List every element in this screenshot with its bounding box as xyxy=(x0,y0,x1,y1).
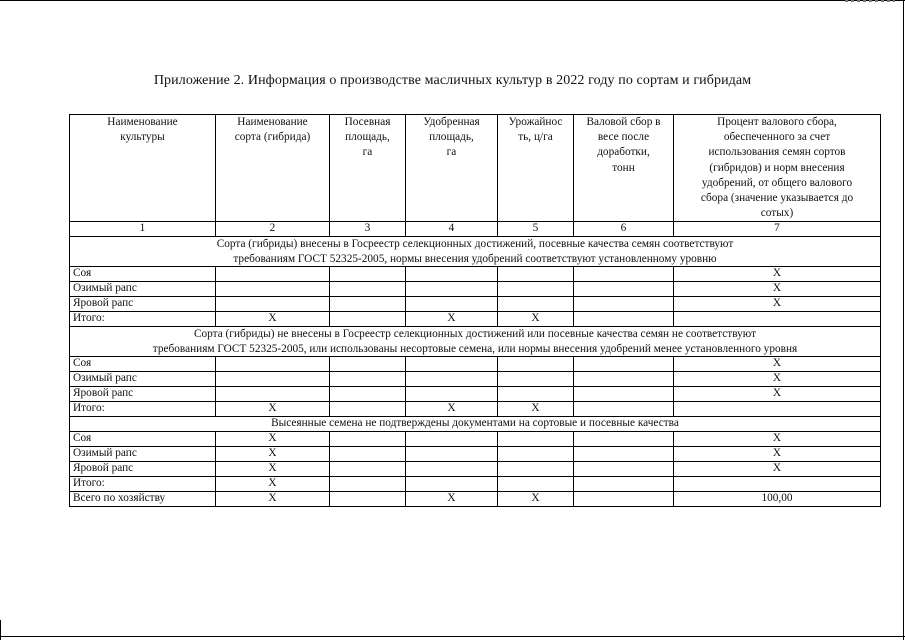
cell xyxy=(330,492,406,507)
header-culture: Наименование культуры xyxy=(70,115,216,222)
cell xyxy=(406,357,498,372)
cell-culture: Озимый рапс xyxy=(70,282,216,297)
scan-edge-right xyxy=(903,0,904,640)
cell: X xyxy=(674,447,881,462)
cell xyxy=(406,372,498,387)
header-row xyxy=(70,115,881,222)
cell xyxy=(574,432,674,447)
cell xyxy=(216,372,330,387)
cell-culture: Всего по хозяйству xyxy=(70,492,216,507)
cell-culture: Соя xyxy=(70,267,216,282)
cell: X xyxy=(216,312,330,327)
cell: X xyxy=(674,432,881,447)
cell: X xyxy=(498,312,574,327)
cell xyxy=(330,282,406,297)
table-row xyxy=(70,447,881,462)
cell: X xyxy=(216,402,330,417)
section-title-row xyxy=(70,327,881,357)
table-row xyxy=(70,357,881,372)
cell-culture: Яровой рапс xyxy=(70,297,216,312)
cell xyxy=(406,387,498,402)
cell: X xyxy=(406,402,498,417)
cell xyxy=(216,267,330,282)
table-row xyxy=(70,297,881,312)
scan-corner-mark xyxy=(845,0,895,2)
scan-edge-left xyxy=(0,620,1,640)
cell xyxy=(406,432,498,447)
cell xyxy=(574,402,674,417)
cell xyxy=(216,357,330,372)
header-variety: Наименование сорта (гибрида) xyxy=(216,115,330,222)
cell: X xyxy=(674,387,881,402)
cell xyxy=(574,312,674,327)
cell xyxy=(574,357,674,372)
table-row-subtotal xyxy=(70,402,881,417)
section-title: Высеянные семена не подтверждены документами на сортовые и посевные качества xyxy=(70,417,881,432)
cell xyxy=(216,297,330,312)
cell: X xyxy=(216,492,330,507)
cell xyxy=(498,477,574,492)
section-title: Сорта (гибриды) не внесены в Госреестр селекционных достижений или посевные качества семян не соответствуют требованиям ГОСТ 52325-2005, или использованы несортовые семена, или нормы внесения удобрений менее установленного уровня xyxy=(70,327,881,357)
table-row-subtotal xyxy=(70,312,881,327)
cell xyxy=(574,282,674,297)
scan-edge-bottom xyxy=(0,636,905,637)
cell xyxy=(330,312,406,327)
cell xyxy=(406,477,498,492)
cell-culture: Яровой рапс xyxy=(70,387,216,402)
column-number: 5 xyxy=(498,222,574,237)
cell xyxy=(498,357,574,372)
cell: X xyxy=(674,357,881,372)
table-row xyxy=(70,267,881,282)
cell xyxy=(498,432,574,447)
cell xyxy=(574,297,674,312)
cell xyxy=(330,372,406,387)
cell xyxy=(406,267,498,282)
column-number: 2 xyxy=(216,222,330,237)
column-number-row xyxy=(70,222,881,237)
cell xyxy=(498,387,574,402)
cell: X xyxy=(216,432,330,447)
cell-culture: Итого: xyxy=(70,312,216,327)
cell xyxy=(574,387,674,402)
column-number: 4 xyxy=(406,222,498,237)
cell: X xyxy=(216,447,330,462)
cell xyxy=(216,387,330,402)
cell xyxy=(574,447,674,462)
cell xyxy=(330,297,406,312)
cell xyxy=(498,282,574,297)
cell xyxy=(330,267,406,282)
cell-culture: Яровой рапс xyxy=(70,462,216,477)
cell xyxy=(674,312,881,327)
cell xyxy=(574,267,674,282)
cell xyxy=(406,447,498,462)
cell xyxy=(330,462,406,477)
cell xyxy=(216,282,330,297)
table-row xyxy=(70,432,881,447)
cell-culture: Соя xyxy=(70,432,216,447)
cell xyxy=(330,387,406,402)
document-title: Приложение 2. Информация о производстве масличных культур в 2022 году по сортам и гибридам xyxy=(153,73,752,88)
cell xyxy=(406,282,498,297)
cell: X xyxy=(498,492,574,507)
cell: X xyxy=(406,492,498,507)
table-row xyxy=(70,462,881,477)
cell xyxy=(406,462,498,477)
header-fertilized-area: Удобренная площадь, га xyxy=(406,115,498,222)
header-gross-harvest: Валовой сбор в весе после доработки, тонн xyxy=(574,115,674,222)
cell xyxy=(498,267,574,282)
cell-culture: Итого: xyxy=(70,402,216,417)
cell xyxy=(574,492,674,507)
header-yield: Урожайнос ть, ц/га xyxy=(498,115,574,222)
cell: X xyxy=(406,312,498,327)
section-title-row xyxy=(70,237,881,267)
column-number: 7 xyxy=(674,222,881,237)
scan-edge-top xyxy=(0,0,905,1)
cell xyxy=(330,447,406,462)
cell xyxy=(330,357,406,372)
cell-culture: Озимый рапс xyxy=(70,447,216,462)
table-row xyxy=(70,387,881,402)
cell xyxy=(498,297,574,312)
cell: X xyxy=(498,402,574,417)
cell-culture: Итого: xyxy=(70,477,216,492)
cell xyxy=(498,372,574,387)
table-row-subtotal xyxy=(70,477,881,492)
cell xyxy=(674,402,881,417)
column-number: 3 xyxy=(330,222,406,237)
cell: X xyxy=(674,297,881,312)
column-number: 6 xyxy=(574,222,674,237)
cell xyxy=(674,477,881,492)
cell: X xyxy=(216,477,330,492)
section-title: Сорта (гибриды) внесены в Госреестр селекционных достижений, посевные качества семян соответствуют требованиям ГОСТ 52325-2005, нормы внесения удобрений соответствуют установленному уровню xyxy=(70,237,881,267)
table-row xyxy=(70,372,881,387)
cell xyxy=(574,372,674,387)
cell: X xyxy=(674,267,881,282)
cell xyxy=(574,477,674,492)
cell-culture: Соя xyxy=(70,357,216,372)
cell xyxy=(498,462,574,477)
cell: X xyxy=(216,462,330,477)
cell xyxy=(330,477,406,492)
header-percent: Процент валового сбора, обеспеченного за счет использования семян сортов (гибридов) и норм внесения удобрений, от общего валового сбора (значение указывается до сотых) xyxy=(674,115,881,222)
cell: X xyxy=(674,282,881,297)
cell xyxy=(406,297,498,312)
cell-culture: Озимый рапс xyxy=(70,372,216,387)
cell xyxy=(330,402,406,417)
cell: 100,00 xyxy=(674,492,881,507)
cell: X xyxy=(674,462,881,477)
cell xyxy=(330,432,406,447)
cell: X xyxy=(674,372,881,387)
crop-production-table xyxy=(69,114,881,507)
column-number: 1 xyxy=(70,222,216,237)
table-row-grand-total xyxy=(70,492,881,507)
cell xyxy=(574,462,674,477)
section-title-row xyxy=(70,417,881,432)
table-row xyxy=(70,282,881,297)
cell xyxy=(498,447,574,462)
header-sown-area: Посевная площадь, га xyxy=(330,115,406,222)
